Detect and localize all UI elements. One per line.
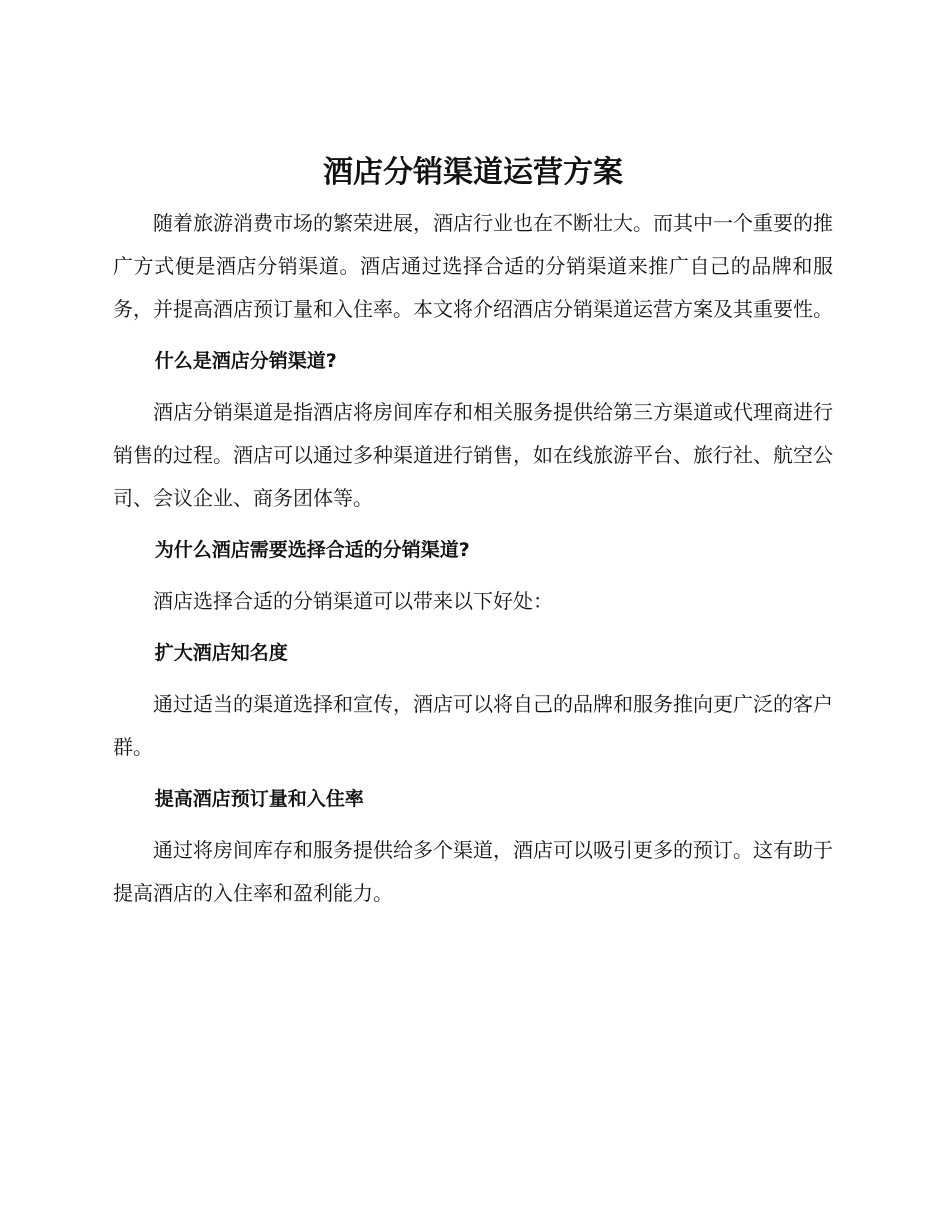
benefit-heading-awareness: 扩大酒店知名度 — [154, 642, 288, 664]
intro-paragraph: 随着旅游消费市场的繁荣进展，酒店行业也在不断壮大。而其中一个重要的推广方式便是酒店分销渠道。酒店通过选择合适的分销渠道来推广自己的品牌和服务，并提高酒店预订量和入住率。本文将介绍酒店分销渠道运营方案及其重要性。 — [113, 211, 833, 321]
benefit-paragraph-awareness: 通过适当的渠道选择和宣传，酒店可以将自己的品牌和服务推向更广泛的客户群。 — [113, 692, 833, 759]
section-paragraph-why-choose: 酒店选择合适的分销渠道可以带来以下好处： — [153, 589, 553, 613]
document-body — [113, 148, 833, 915]
section-heading-why-choose: 为什么酒店需要选择合适的分销渠道? — [154, 539, 470, 561]
section-heading-what-is: 什么是酒店分销渠道? — [154, 350, 337, 372]
document-title: 酒店分销渠道运营方案 — [323, 155, 623, 190]
benefit-paragraph-bookings: 通过将房间库存和服务提供给多个渠道，酒店可以吸引更多的预订。这有助于提高酒店的入住率和盈利能力。 — [113, 838, 833, 905]
section-paragraph-what-is: 酒店分销渠道是指酒店将房间库存和相关服务提供给第三方渠道或代理商进行销售的过程。酒店可以通过多种渠道进行销售，如在线旅游平台、旅行社、航空公司、会议企业、商务团体等。 — [113, 400, 833, 510]
benefit-heading-bookings: 提高酒店预订量和入住率 — [154, 788, 364, 810]
